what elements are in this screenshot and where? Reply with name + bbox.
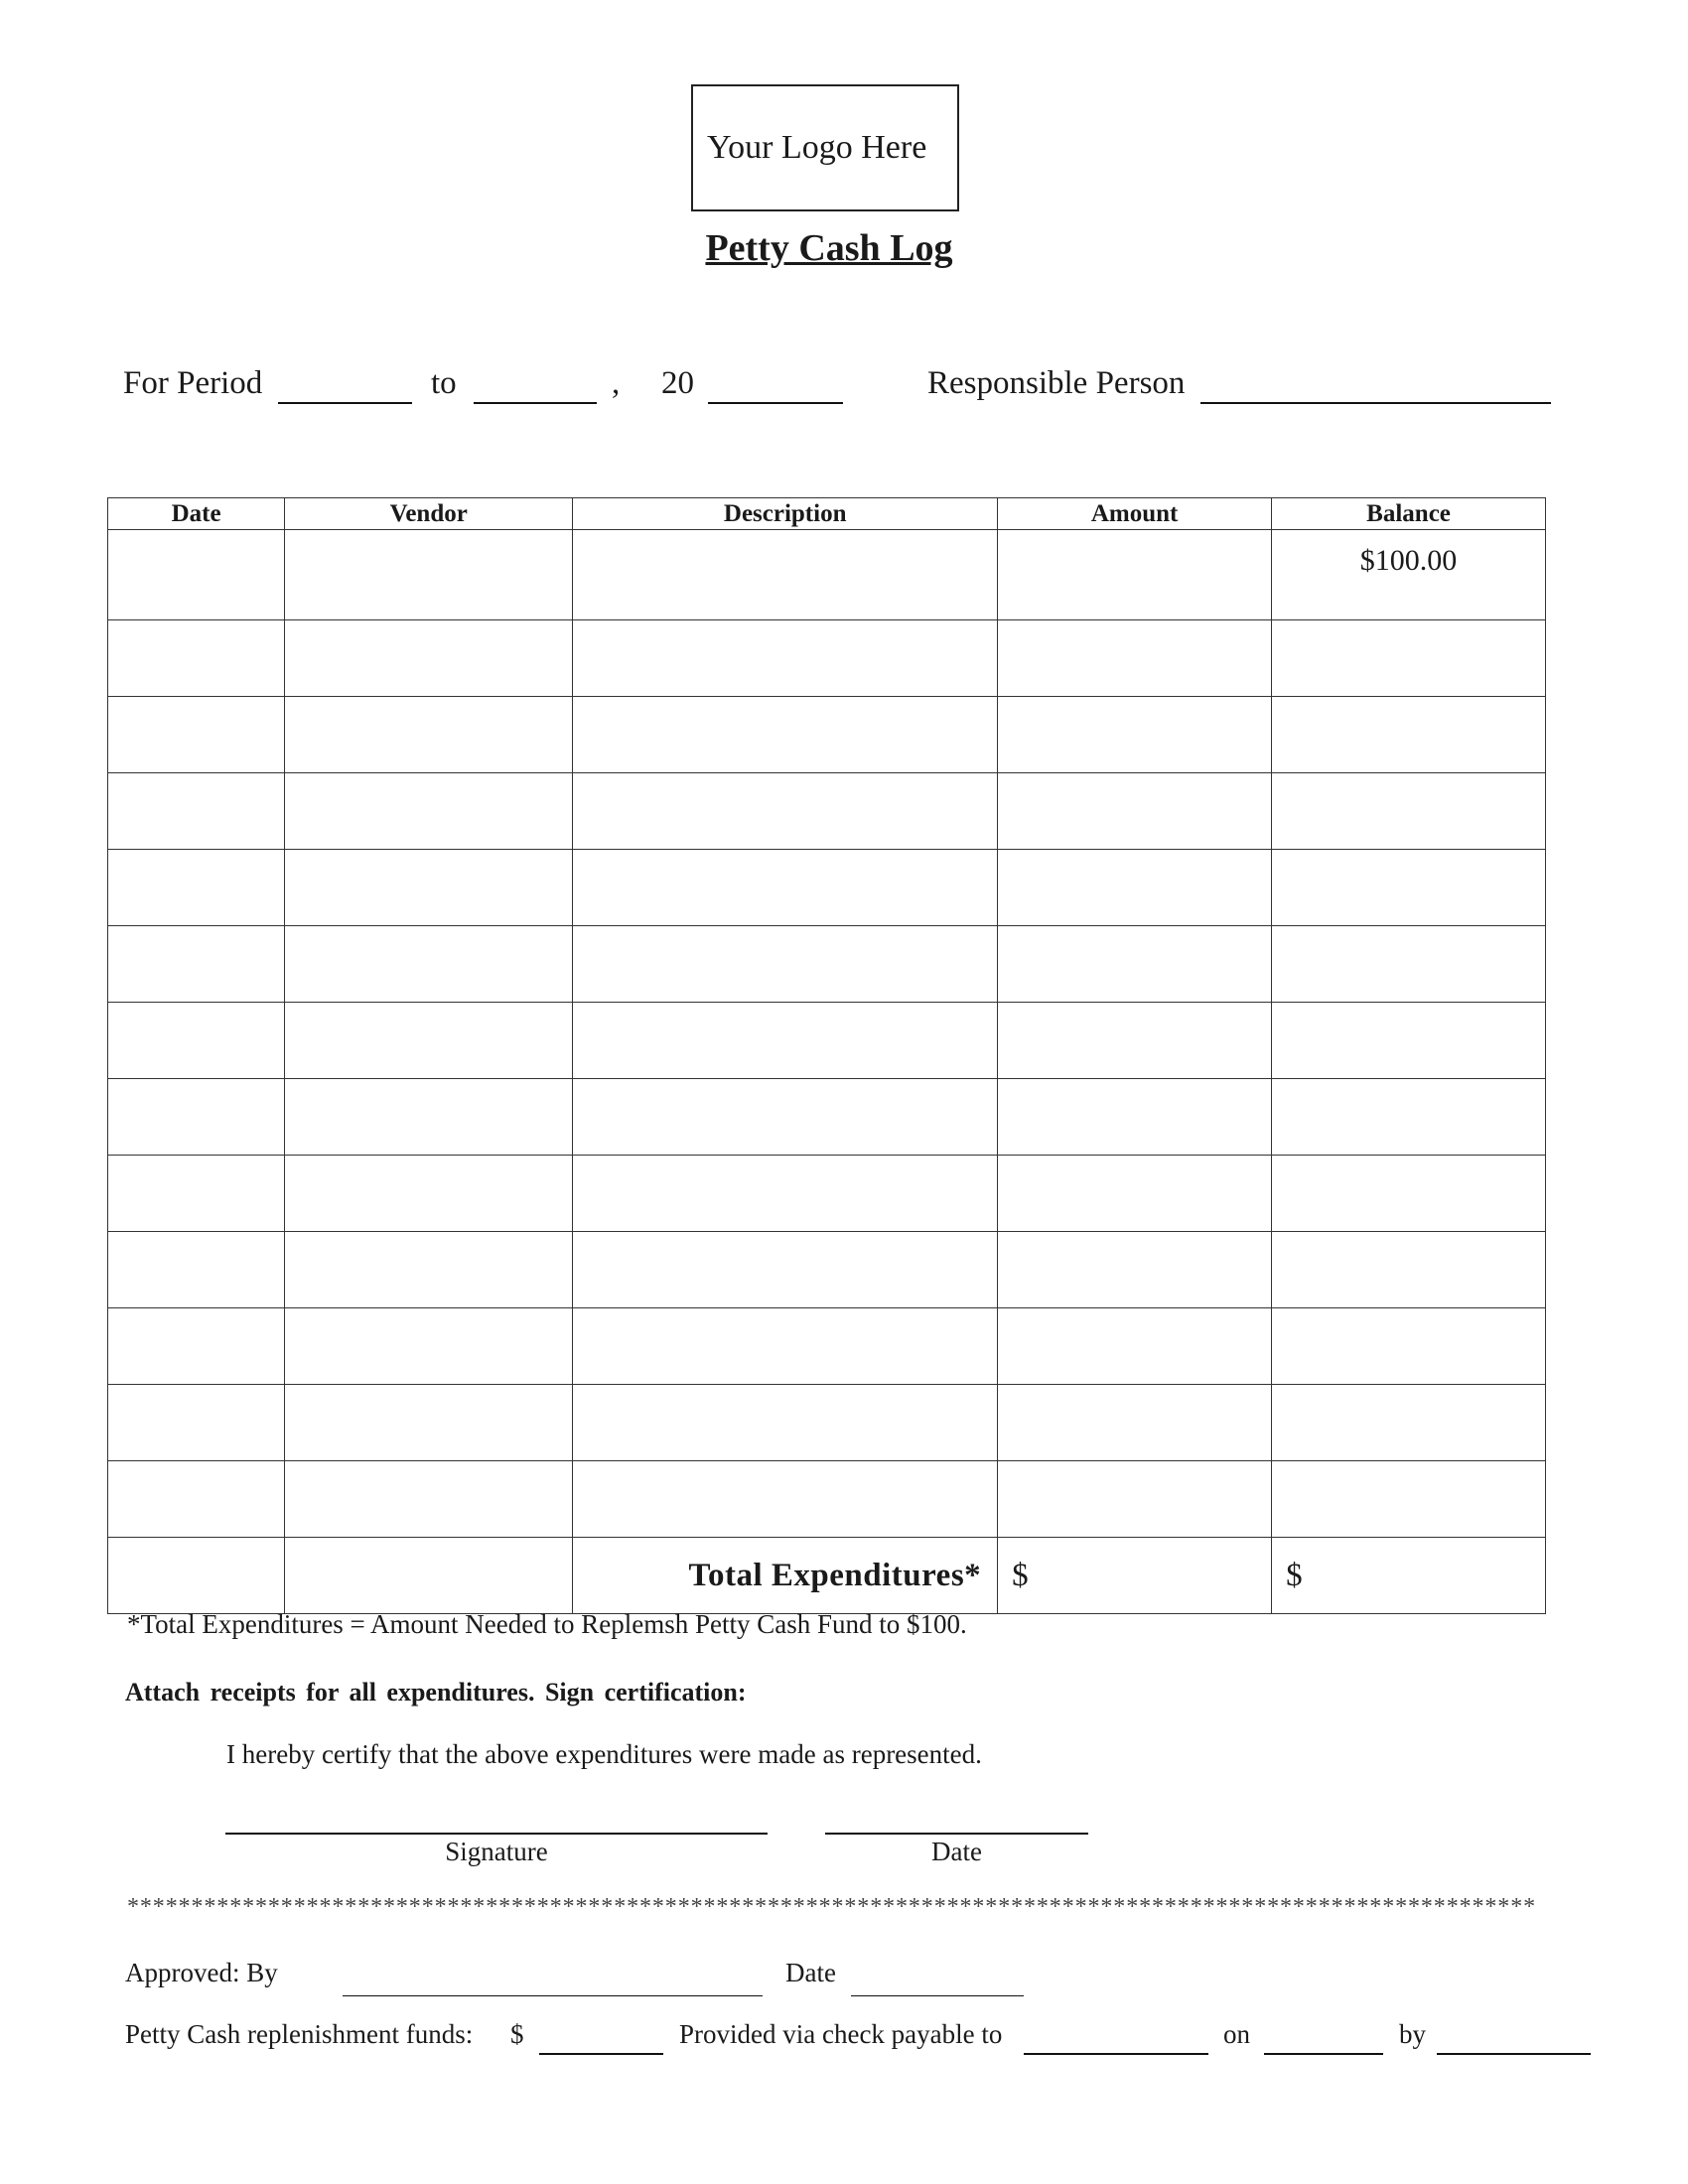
vendor-cell[interactable] — [285, 1003, 573, 1079]
logo-text: Your Logo Here — [707, 129, 927, 166]
description-cell[interactable] — [573, 1461, 998, 1538]
vendor-cell[interactable] — [285, 773, 573, 850]
table-row — [108, 850, 1546, 926]
signature-date-caption: Date — [931, 1837, 982, 1866]
approval-date-label: Date — [785, 1958, 836, 1987]
table-header-row — [108, 498, 1546, 530]
date-cell[interactable] — [108, 1156, 285, 1232]
amount-cell[interactable] — [998, 1308, 1272, 1385]
amount-cell[interactable] — [998, 850, 1272, 926]
approved-by-field[interactable] — [343, 1995, 763, 1996]
header-vendor: Vendor — [285, 498, 573, 530]
description-cell[interactable] — [573, 1156, 998, 1232]
description-cell[interactable] — [573, 1232, 998, 1308]
table-row — [108, 1385, 1546, 1461]
header-date: Date — [108, 498, 285, 530]
date-cell[interactable] — [108, 697, 285, 773]
responsible-person-label: Responsible Person — [927, 365, 1186, 401]
approval-date-field[interactable] — [851, 1995, 1024, 1996]
total-balance-currency: $ — [1286, 1557, 1303, 1593]
date-cell[interactable] — [108, 1308, 285, 1385]
vendor-cell[interactable] — [285, 850, 573, 926]
date-cell[interactable] — [108, 1232, 285, 1308]
table-row — [108, 620, 1546, 697]
starting-balance-cell: $100.00 — [1272, 530, 1546, 620]
date-cell[interactable] — [108, 1003, 285, 1079]
provided-by-field[interactable] — [1437, 2053, 1591, 2055]
description-cell[interactable] — [573, 926, 998, 1003]
amount-cell[interactable] — [998, 1232, 1272, 1308]
period-start-field[interactable] — [278, 402, 412, 404]
table-row — [108, 1232, 1546, 1308]
replenishment-label: Petty Cash replenishment funds: — [125, 2019, 474, 2049]
year-field[interactable] — [708, 402, 843, 404]
header-balance: Balance — [1272, 498, 1546, 530]
total-amount-currency: $ — [1012, 1557, 1029, 1593]
balance-cell[interactable] — [1272, 1003, 1546, 1079]
balance-cell[interactable] — [1272, 620, 1546, 697]
description-cell[interactable] — [573, 850, 998, 926]
vendor-cell[interactable] — [285, 620, 573, 697]
amount-cell[interactable] — [998, 1156, 1272, 1232]
vendor-cell[interactable] — [285, 530, 573, 620]
vendor-cell[interactable] — [285, 697, 573, 773]
vendor-cell[interactable] — [285, 1385, 573, 1461]
date-cell[interactable] — [108, 926, 285, 1003]
balance-cell[interactable] — [1272, 697, 1546, 773]
amount-cell[interactable] — [998, 1079, 1272, 1156]
vendor-cell[interactable] — [285, 1308, 573, 1385]
amount-cell[interactable] — [998, 1461, 1272, 1538]
header-amount: Amount — [998, 498, 1272, 530]
amount-cell[interactable] — [998, 926, 1272, 1003]
date-cell[interactable] — [108, 1079, 285, 1156]
vendor-cell[interactable] — [285, 1079, 573, 1156]
by-label: by — [1399, 2019, 1426, 2049]
description-cell[interactable] — [573, 530, 998, 620]
total-row-empty-cell — [285, 1538, 573, 1614]
signature-date-field[interactable] — [825, 1833, 1088, 1835]
header-description: Description — [573, 498, 998, 530]
responsible-person-field[interactable] — [1200, 402, 1551, 404]
vendor-cell[interactable] — [285, 1156, 573, 1232]
table-row — [108, 1308, 1546, 1385]
instructions: Attach receipts for all expenditures. Sign certification: — [125, 1678, 747, 1706]
total-row — [108, 1538, 1546, 1614]
date-cell[interactable] — [108, 1461, 285, 1538]
description-cell[interactable] — [573, 1308, 998, 1385]
date-cell[interactable] — [108, 850, 285, 926]
logo-placeholder — [691, 84, 959, 211]
replenishment-amount-field[interactable] — [539, 2053, 663, 2055]
year-prefix: 20 — [661, 365, 694, 401]
certification-statement: I hereby certify that the above expenditures were made as represented. — [226, 1739, 982, 1769]
date-cell[interactable] — [108, 620, 285, 697]
description-cell[interactable] — [573, 697, 998, 773]
footnote: *Total Expenditures = Amount Needed to Replemsh Petty Cash Fund to $100. — [127, 1609, 967, 1639]
description-cell[interactable] — [573, 620, 998, 697]
table-row — [108, 1156, 1546, 1232]
table-row — [108, 926, 1546, 1003]
petty-cash-table — [107, 497, 1546, 1614]
vendor-cell[interactable] — [285, 1461, 573, 1538]
vendor-cell[interactable] — [285, 926, 573, 1003]
description-cell[interactable] — [573, 773, 998, 850]
amount-cell[interactable] — [998, 1003, 1272, 1079]
date-cell[interactable] — [108, 773, 285, 850]
on-label: on — [1223, 2019, 1250, 2049]
balance-cell[interactable] — [1272, 773, 1546, 850]
balance-cell[interactable] — [1272, 1232, 1546, 1308]
comma: , — [612, 365, 621, 401]
amount-cell[interactable] — [998, 620, 1272, 697]
description-cell[interactable] — [573, 1079, 998, 1156]
vendor-cell[interactable] — [285, 1232, 573, 1308]
page-title: Petty Cash Log — [705, 227, 953, 269]
period-end-field[interactable] — [474, 402, 597, 404]
balance-cell[interactable] — [1272, 926, 1546, 1003]
total-balance-cell[interactable] — [1272, 1538, 1546, 1614]
amount-cell[interactable] — [998, 530, 1272, 620]
payee-field[interactable] — [1024, 2053, 1208, 2055]
date-cell[interactable] — [108, 1385, 285, 1461]
for-period-label: For Period — [123, 365, 263, 401]
balance-cell[interactable] — [1272, 1461, 1546, 1538]
signature-field[interactable] — [225, 1833, 768, 1835]
replenishment-dollar: $ — [510, 2019, 524, 2049]
balance-cell[interactable] — [1272, 1079, 1546, 1156]
total-expenditures-label: Total Expenditures* — [573, 1538, 998, 1614]
table-row — [108, 1461, 1546, 1538]
amount-cell[interactable] — [998, 697, 1272, 773]
check-date-field[interactable] — [1264, 2053, 1383, 2055]
amount-cell[interactable] — [998, 773, 1272, 850]
total-row-empty-cell — [108, 1538, 285, 1614]
balance-cell[interactable] — [1272, 1385, 1546, 1461]
balance-cell[interactable] — [1272, 1156, 1546, 1232]
separator-line: ************************************************************************************************************** — [127, 1894, 1536, 1920]
table-row — [108, 1079, 1546, 1156]
date-cell[interactable] — [108, 530, 285, 620]
balance-cell[interactable] — [1272, 1308, 1546, 1385]
table-row — [108, 530, 1546, 620]
description-cell[interactable] — [573, 1385, 998, 1461]
to-label: to — [431, 365, 457, 401]
signature-caption: Signature — [445, 1837, 548, 1866]
table-row — [108, 697, 1546, 773]
check-payable-label: Provided via check payable to — [679, 2019, 1003, 2049]
table-row — [108, 773, 1546, 850]
table-row — [108, 1003, 1546, 1079]
approved-by-label: Approved: By — [125, 1958, 278, 1987]
total-amount-cell[interactable] — [998, 1538, 1272, 1614]
balance-cell[interactable] — [1272, 850, 1546, 926]
amount-cell[interactable] — [998, 1385, 1272, 1461]
description-cell[interactable] — [573, 1003, 998, 1079]
